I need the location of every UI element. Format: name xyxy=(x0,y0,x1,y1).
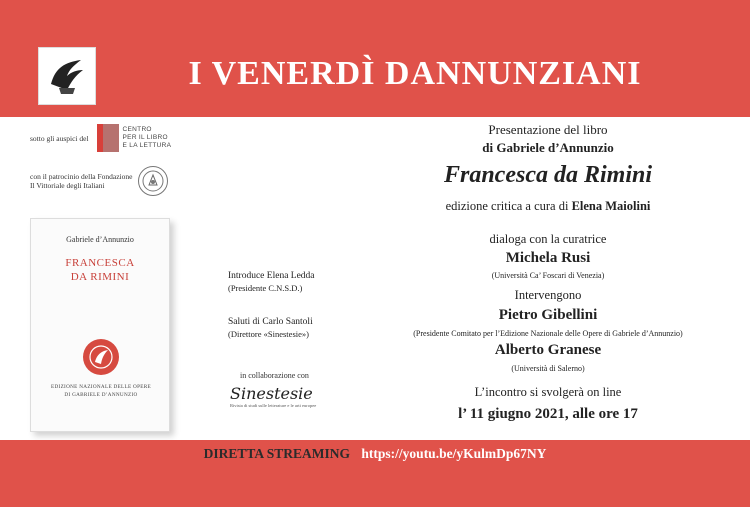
speaker1-name: Michela Rusi xyxy=(505,250,591,266)
book-title-line1: FRANCESCA xyxy=(65,257,135,269)
cepell-logo xyxy=(97,124,172,152)
book-series-line2: DI GABRIELE D’ANNUNZIO xyxy=(64,392,138,398)
sponsor-line2: Il Vittoriale degli Italiani xyxy=(30,181,105,190)
speaker1-affiliation: (Università Ca’ Foscari di Venezia) xyxy=(491,271,605,280)
stream-link[interactable]: https://youtu.be/yKulmDp67NY xyxy=(361,446,547,461)
online-note: L’incontro si svolgerà on line xyxy=(474,385,622,399)
edition-line xyxy=(380,199,716,214)
intro-label: Introduce xyxy=(228,271,265,281)
book-title xyxy=(31,256,169,284)
introduction-block xyxy=(228,270,315,294)
cepell-line2: PER IL LIBRO xyxy=(122,134,168,141)
book-cover xyxy=(30,218,170,432)
cepell-line1: CENTRO xyxy=(122,126,152,133)
sinestesie-logo xyxy=(230,384,320,408)
author-line: di Gabriele d’Annunzio xyxy=(482,140,614,155)
patronage-aegis xyxy=(30,124,171,152)
greet-role: (Direttore «Sinestesie») xyxy=(228,329,309,339)
book-author: Gabriele d’Annunzio xyxy=(66,235,134,244)
partner-name: Sinestesie xyxy=(230,384,313,403)
speaker3-affiliation: (Università di Salerno) xyxy=(511,364,585,373)
vittoriale-seal-icon xyxy=(138,166,168,196)
event-date: l’ 11 giugno 2021, alle ore 17 xyxy=(458,406,638,422)
greet-label: Saluti di xyxy=(228,317,260,327)
streaming-info xyxy=(0,446,750,462)
sponsor-line1: con il patrocinio della Fondazione xyxy=(30,172,133,181)
cepell-line3: E LA LETTURA xyxy=(122,142,172,149)
speaker3-name: Alberto Granese xyxy=(494,342,602,358)
cepell-mark-icon xyxy=(97,124,119,152)
patronage-sponsor xyxy=(30,172,132,190)
speakers-label: Intervengono xyxy=(514,288,582,302)
editor-name: Elena Maiolini xyxy=(571,199,651,213)
partner-subtitle: Rivista di studi sulle letterature e le arti europee xyxy=(230,403,317,408)
presentation-label: Presentazione del libro xyxy=(488,122,608,137)
greet-name: Carlo Santoli xyxy=(262,317,313,327)
intro-role: (Presidente C.N.S.D.) xyxy=(228,283,303,293)
book-emblem-icon xyxy=(83,339,119,375)
book-title-line2: DA RIMINI xyxy=(70,271,130,283)
aegis-label: sotto gli auspici del xyxy=(30,133,89,143)
intro-name: Elena Ledda xyxy=(266,271,315,281)
greetings-block xyxy=(228,316,313,340)
collaboration-label: in collaborazione con xyxy=(240,371,309,380)
winged-emblem-icon xyxy=(38,47,96,105)
work-title: Francesca da Rimini xyxy=(443,162,653,188)
book-series xyxy=(31,383,171,399)
speaker2-affiliation: (Presidente Comitato per l’Edizione Nazionale delle Opere di Gabriele d’Annunzio) xyxy=(413,329,683,338)
edition-prefix: edizione critica a cura di xyxy=(445,199,569,213)
book-series-line1: EDIZIONE NAZIONALE DELLE OPERE xyxy=(51,384,151,390)
page-title: I VENERDÌ DANNUNZIANI xyxy=(188,55,642,92)
stream-label: DIRETTA STREAMING xyxy=(203,446,351,461)
speaker2-name: Pietro Gibellini xyxy=(498,307,598,323)
dialogue-label: dialoga con la curatrice xyxy=(489,232,607,246)
